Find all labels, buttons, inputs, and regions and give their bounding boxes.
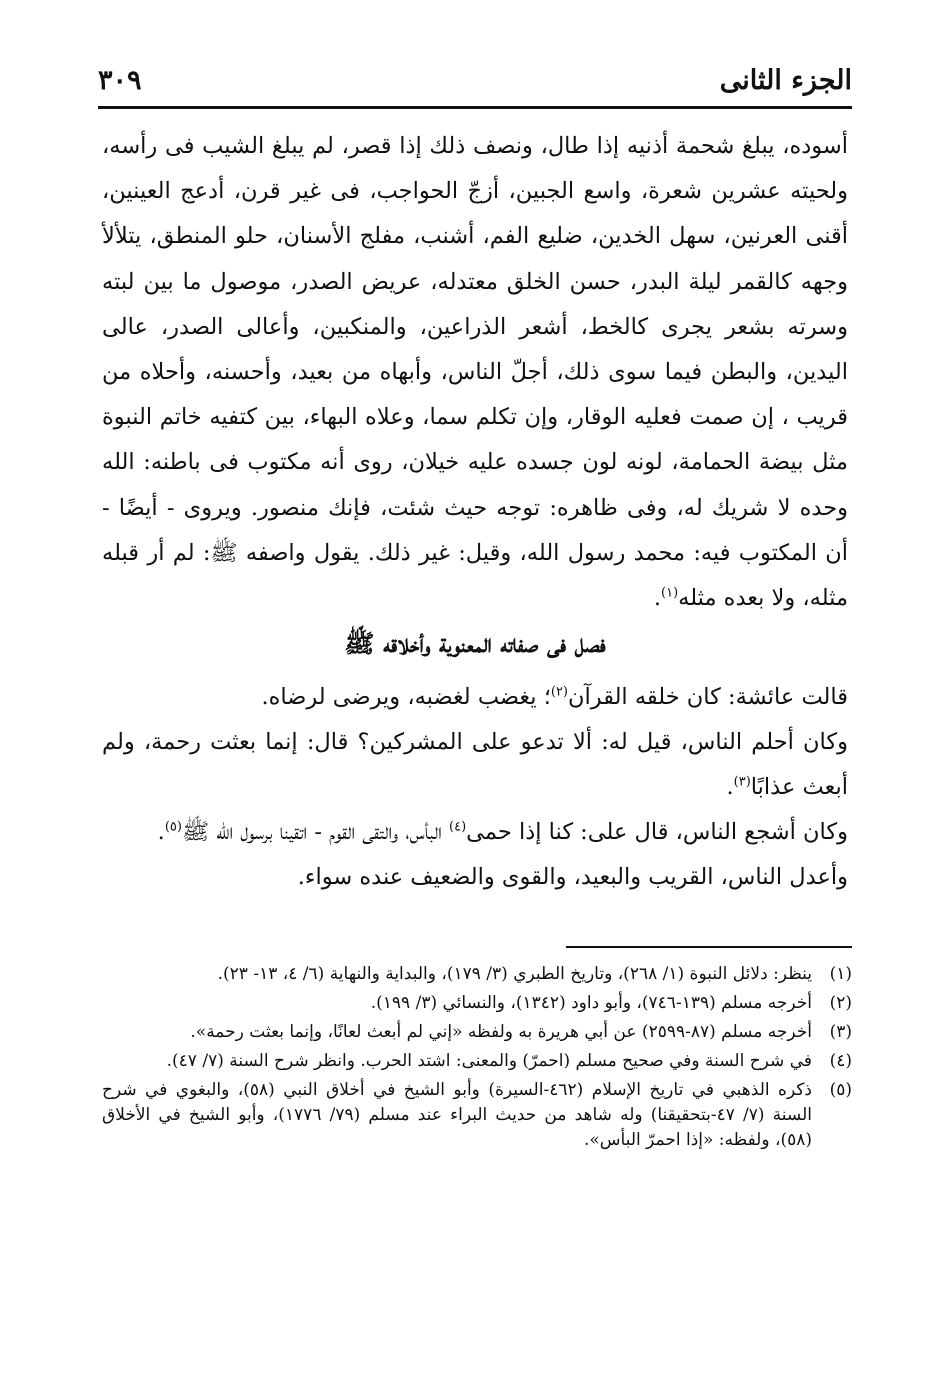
footnote-text: أخرجه مسلم (٨٧-٢٥٩٩) عن أبي هريرة به ولفظه «إني لم أبعث لعانًا، وإنما بعثت رحمة». [190, 1022, 812, 1042]
footnote [102, 962, 852, 987]
section-heading: فصل فى صفاته المعنوية وأخلاقه ﷺ [344, 629, 606, 658]
paragraph-text: . [157, 819, 165, 845]
body-end: . [653, 585, 662, 612]
footnote-number: (٥) [829, 1080, 852, 1100]
footnote-text: في شرح السنة وفي صحيح مسلم (احمرّ) والمعنى: اشتد الحرب. وانظر شرح السنة (٧/ ٤٧). [166, 1051, 812, 1071]
paragraph-aisha [102, 675, 848, 720]
section-body [102, 675, 848, 900]
footnote-ref-4: (٤) [449, 819, 467, 835]
paragraph-courage [102, 810, 848, 855]
footnote-ref-3: (٣) [733, 774, 751, 790]
footnote-number: (٢) [829, 993, 852, 1013]
body-text: أسوده، يبلغ شحمة أذنيه إذا طال، ونصف ذلك إذا قصر، لم يبلغ الشيب فى رأسه، ولحيته عشرين شعرة، واسع الجبين، أزجّ الحواجب، فى غير قرن، أدعج العينين، أقنى العرنين، سهل الخدين، ضليع الفم، أشنب، مفلج الأسنان، حلو المنطق، يتلألأ وجهه كالقمر ليلة البدر، حسن الخلق معتدله، عريض الصدر، موصول ما بين لبته وسرته بشعر يجرى كالخط، أشعر الذراعين، والمنكبين، وأعالى الصدر، عالى اليدين، والبطن فيما سوى ذلك، أجلّ الناس، وأبهاه من بعيد، وأحسنه، وأحلاه من قريب ، إن صمت فعليه الوقار، وإن تكلم سما، وعلاه البهاء، بين كتفيه خاتم النبوة مثل بيضة الحمامة، لونه لون جسده عليه خيلان، روى أنه مكتوب فى باطنه: الله وحده لا شريك له، وفى ظاهره: توجه حيث شئت، فإنك منصور. ويروى - أيضًا - أن المكتوب فيه: محمد رسول الله، وقيل: غير ذلك. يقول واصفه ﷺ: لم أر قبله مثله، ولا بعده مثله [102, 133, 848, 612]
footnote-number: (١) [829, 964, 852, 984]
paragraph-text: البأس، والتقى القوم - اتقينا برسول الله ﷺ [181, 819, 450, 845]
footnote-number: (٤) [829, 1051, 852, 1071]
footnote-text: أخرجه مسلم (١٣٩-٧٤٦)، وأبو داود (١٣٤٢)، والنسائي (٣/ ١٩٩). [370, 993, 812, 1013]
footnote [102, 1049, 852, 1074]
footnote-separator [566, 946, 852, 948]
footnote [102, 1078, 852, 1153]
running-header [98, 52, 852, 96]
footnote-number: (٣) [829, 1022, 852, 1042]
paragraph-text: ؛ يغضب لغضبه، ويرضى لرضاه. [261, 684, 551, 710]
footnote [102, 991, 852, 1016]
body-paragraph [102, 124, 848, 621]
footnotes [102, 962, 852, 1157]
footnote-ref-5: (٥) [164, 819, 182, 835]
paragraph-text: . [726, 774, 734, 800]
footnote [102, 1020, 852, 1045]
footnote-text: ذكره الذهبي في تاريخ الإسلام (٤٦٢-السيرة) وأبو الشيخ في أخلاق النبي (٥٨)، والبغوي في شرح السنة (٧/ ٤٧-بتحقيقنا) وله شاهد من حديث البراء عند مسلم (٧٩/ ١٧٧٦)، وأبو الشيخ في الأخلاق (٥٨)، ولفظه: «إذا احمرّ البأس». [102, 1080, 812, 1150]
paragraph-text: وكان أشجع الناس، قال على: كنا إذا حمى [466, 819, 848, 845]
header-divider [98, 106, 852, 109]
footnote-ref-1: (١) [661, 585, 679, 601]
page-number: ٣٠٩ [98, 65, 142, 96]
footnote-ref-2: (٢) [550, 684, 568, 700]
paragraph-justice: وأعدل الناس، القريب والبعيد، والقوى والضعيف عنده سواء. [297, 864, 848, 890]
paragraph-forbearance [102, 720, 848, 810]
running-title: الجزء الثانى [719, 65, 852, 96]
footnote-text: ينظر: دلائل النبوة (١/ ٢٦٨)، وتاريخ الطبري (٣/ ١٧٩)، والبداية والنهاية (٦/ ٤، ١٣- ٢٣). [217, 964, 812, 984]
paragraph-text: وكان أحلم الناس، قيل له: ألا تدعو على المشركين؟ قال: إنما بعثت رحمة، ولم أبعث عذابًا [102, 729, 848, 800]
paragraph-text: قالت عائشة: كان خلقه القرآن [568, 684, 848, 710]
